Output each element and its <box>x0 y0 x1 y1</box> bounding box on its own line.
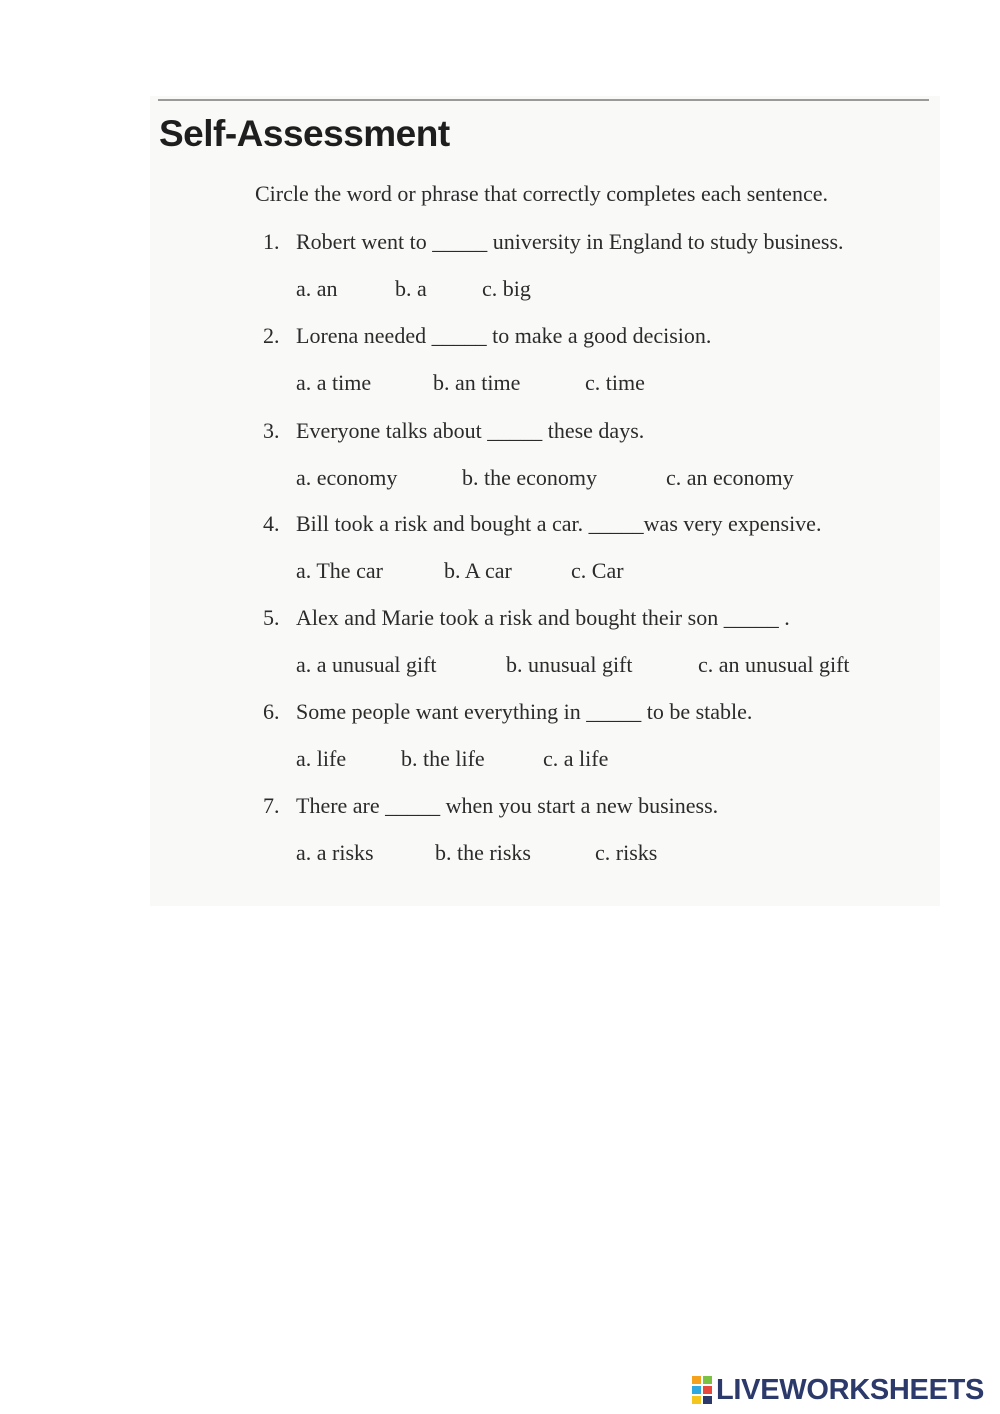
option-c[interactable]: c. time <box>585 370 645 395</box>
option-a[interactable]: a. a time <box>296 370 372 395</box>
question-text: There are _____ when you start a new business. <box>296 793 719 818</box>
question-text: Lorena needed _____ to make a good decision. <box>296 323 712 348</box>
logo-text: LIVEWORKSHEETS <box>716 1373 985 1406</box>
option-b[interactable]: b. the life <box>401 746 485 771</box>
option-a[interactable]: a. economy <box>296 465 398 490</box>
question-item <box>0 229 1000 319</box>
option-c[interactable]: c. a life <box>543 746 609 771</box>
question-number: 6. <box>263 699 280 724</box>
question-item <box>0 323 1000 413</box>
option-b[interactable]: b. A car <box>444 558 512 583</box>
question-number: 1. <box>263 229 280 254</box>
header-rule <box>158 99 929 101</box>
option-c[interactable]: c. risks <box>595 840 658 865</box>
liveworksheets-logo-icon <box>692 1376 712 1404</box>
question-text: Alex and Marie took a risk and bought their son _____ . <box>296 605 790 630</box>
logo-block-navy <box>703 1396 712 1404</box>
logo-block-blue <box>692 1386 701 1394</box>
logo-block-red <box>703 1386 712 1394</box>
option-c[interactable]: c. an economy <box>666 465 794 490</box>
option-c[interactable]: c. Car <box>571 558 624 583</box>
liveworksheets-logo[interactable] <box>692 1372 984 1408</box>
page-title: Self-Assessment <box>159 113 450 154</box>
question-number: 4. <box>263 511 280 536</box>
option-c[interactable]: c. big <box>482 276 531 301</box>
logo-block-green <box>703 1376 712 1384</box>
option-b[interactable]: b. the risks <box>435 840 531 865</box>
question-item <box>0 793 1000 883</box>
option-a[interactable]: a. life <box>296 746 347 771</box>
question-number: 5. <box>263 605 280 630</box>
logo-block-orange <box>692 1376 701 1384</box>
question-number: 7. <box>263 793 280 818</box>
question-text: Robert went to _____ university in England to study business. <box>296 229 844 254</box>
instructions: Circle the word or phrase that correctly completes each sentence. <box>255 181 828 206</box>
logo-block-yellow <box>692 1396 701 1404</box>
question-text: Some people want everything in _____ to be stable. <box>296 699 753 724</box>
question-text: Everyone talks about _____ these days. <box>296 418 645 443</box>
question-item <box>0 605 1000 695</box>
option-c[interactable]: c. an unusual gift <box>698 652 850 677</box>
question-number: 3. <box>263 418 280 443</box>
option-b[interactable]: b. a <box>395 276 427 301</box>
option-b[interactable]: b. unusual gift <box>506 652 633 677</box>
question-number: 2. <box>263 323 280 348</box>
question-item <box>0 511 1000 601</box>
question-text: Bill took a risk and bought a car. _____was very expensive. <box>296 511 822 536</box>
option-a[interactable]: a. an <box>296 276 338 301</box>
option-a[interactable]: a. The car <box>296 558 383 583</box>
option-a[interactable]: a. a risks <box>296 840 374 865</box>
option-b[interactable]: b. the economy <box>462 465 598 490</box>
option-a[interactable]: a. a unusual gift <box>296 652 437 677</box>
question-item <box>0 418 1000 508</box>
question-item <box>0 699 1000 789</box>
option-b[interactable]: b. an time <box>433 370 521 395</box>
